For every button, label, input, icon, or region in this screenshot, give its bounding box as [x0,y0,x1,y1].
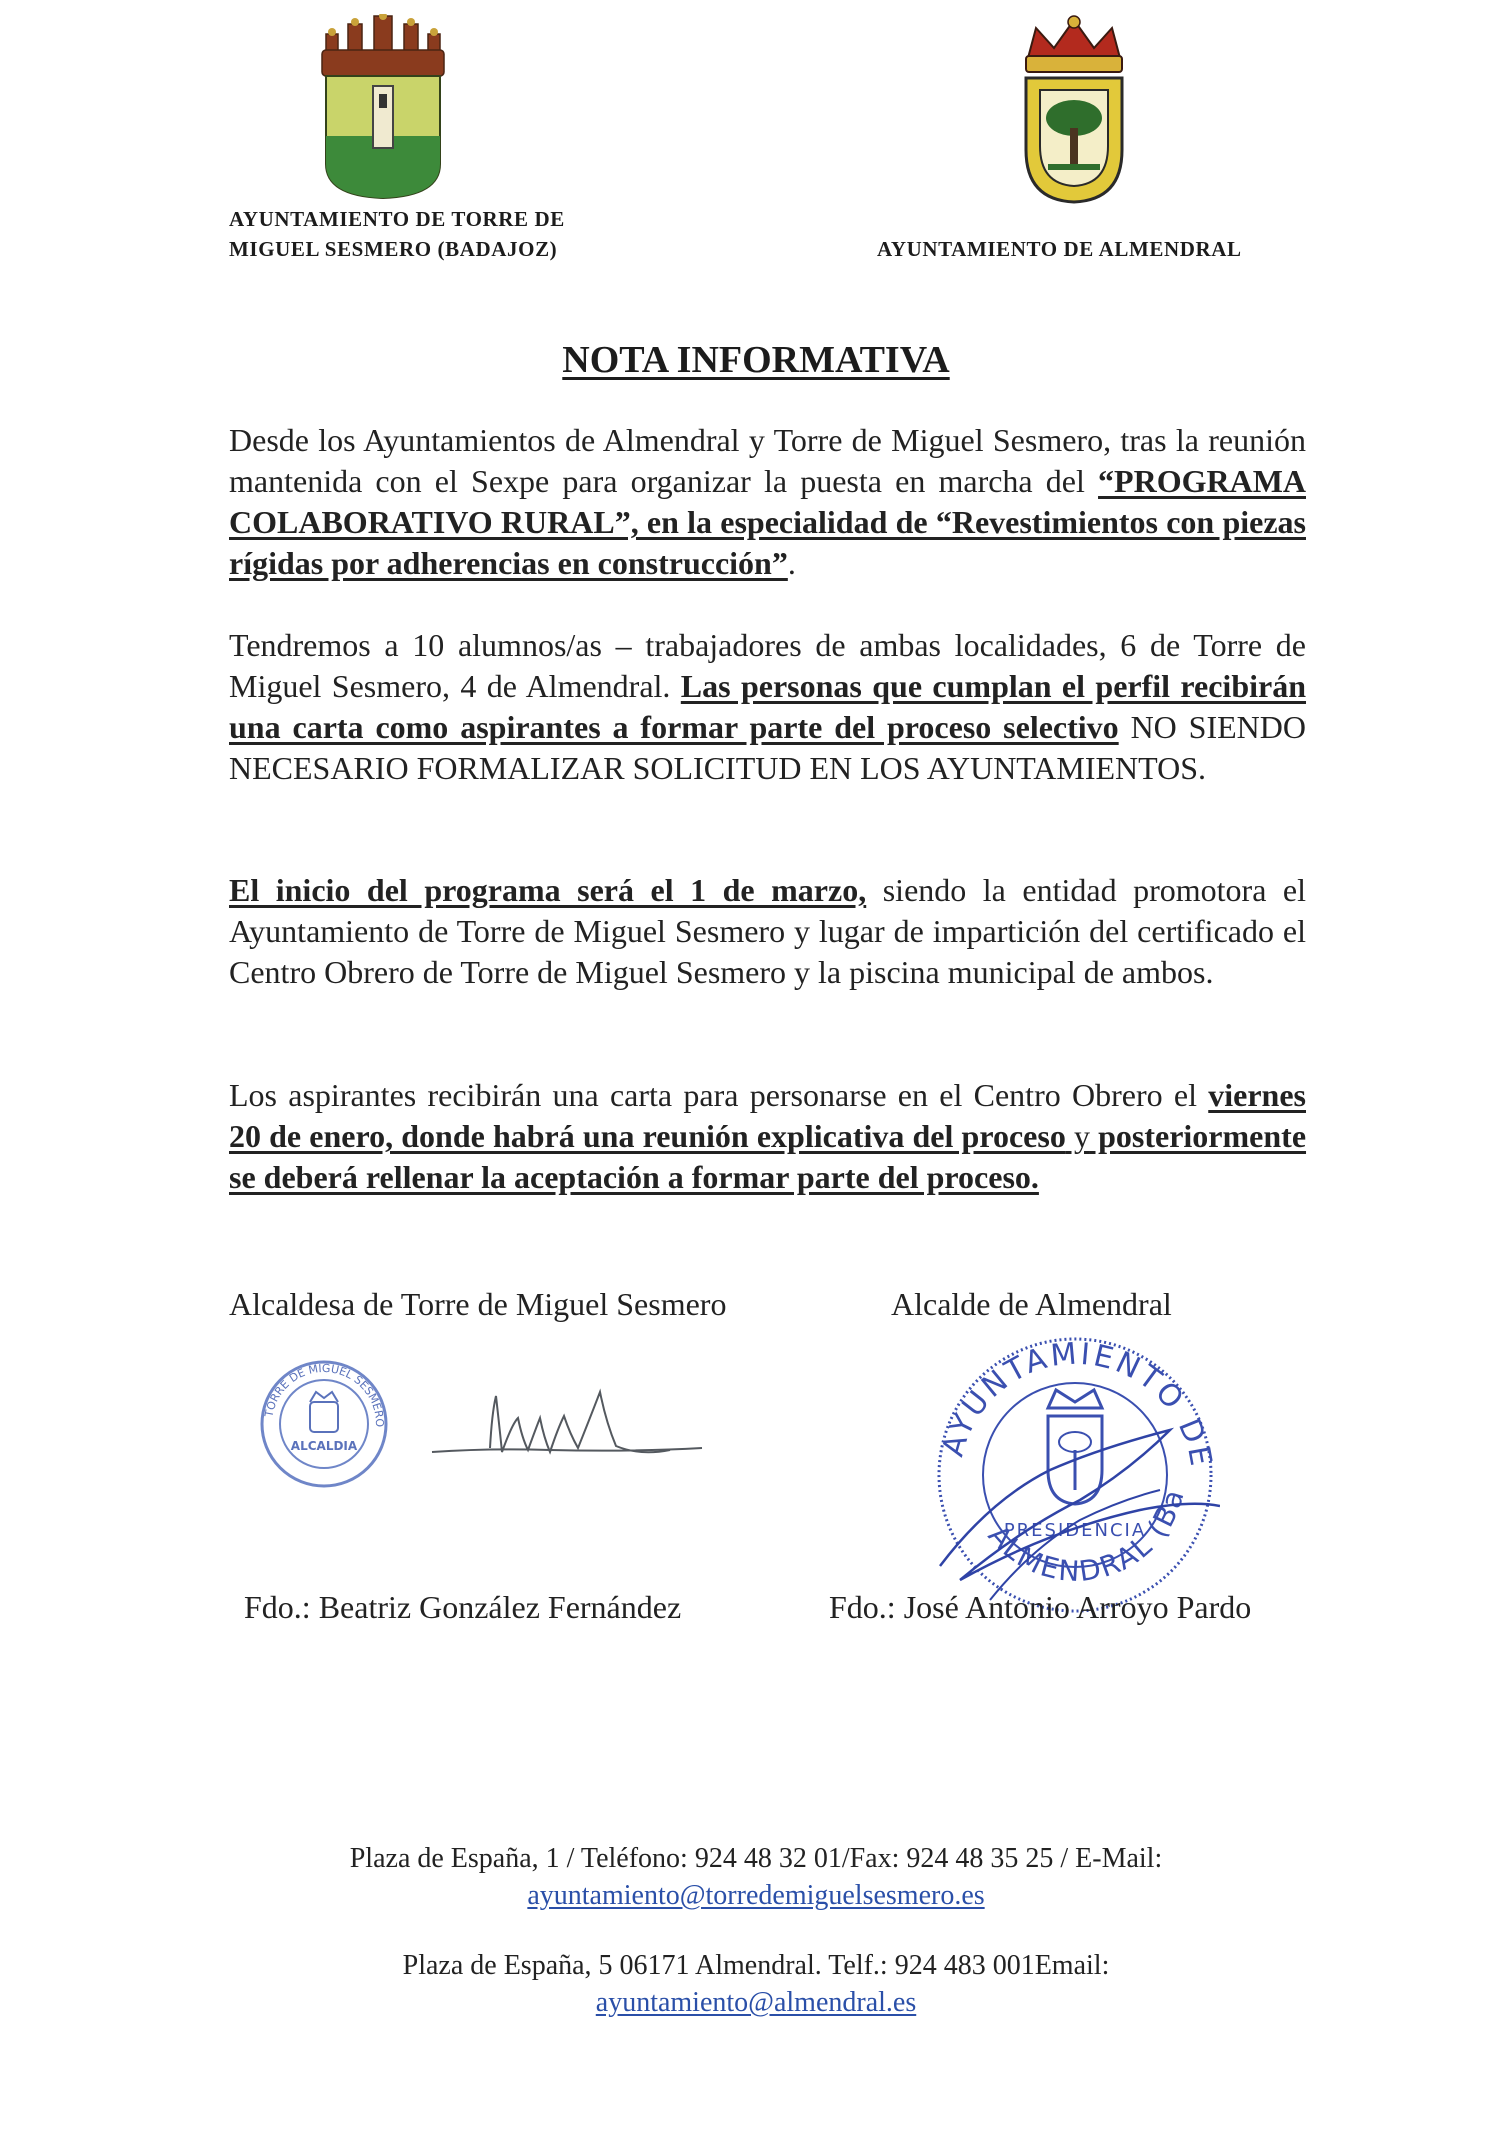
meeting-emphasis: viernes 20 de enero, donde habrá una reunión explicativa del proceso [229,1077,1306,1154]
almendral-official-stamp [930,1330,1220,1620]
paragraph-participants-rest: NO SIENDO NECESARIO FORMALIZAR SOLICITUD EN LOS AYUNTAMIENTOS. [229,709,1307,786]
paragraph-program-intro: Desde los Ayuntamientos de Almendral y Torre de Miguel Sesmero, tras la reunión mantenida con el Sexpe para organizar la puesta en marcha del [229,422,1306,499]
svg-text:PRESIDENCIA: PRESIDENCIA [1003,1520,1147,1541]
footer-almendral-contact [0,1947,1512,2021]
footer-torre-contact [0,1840,1512,1914]
left-signatory-name: Fdo.: Beatriz González Fernández [244,1589,682,1625]
document-title: NOTA INFORMATIVA [562,339,950,381]
program-name-emphasis: “PROGRAMA COLABORATIVO RURAL”, en la especialidad de “Revestimientos con piezas rígidas por adherencias en construcción” [229,463,1306,581]
svg-text:ALCALDIA: ALCALDIA [290,1439,358,1453]
footer-almendral-email-link[interactable]: ayuntamiento@almendral.es [595,1987,917,2018]
right-signatory-role: Alcalde de Almendral [891,1286,1172,1322]
start-date-emphasis: El inicio del programa será el 1 de marzo, [229,872,867,908]
right-signatory-name: Fdo.: José Antonio Arroyo Pardo [829,1589,1252,1625]
footer-almendral-address: Plaza de España, 5 06171 Almendral. Telf.: 924 483 001Email: [402,1950,1110,1981]
torre-official-stamp [258,1358,390,1490]
paragraph-meeting [229,1075,1306,1198]
svg-text:AYUNTAMIENTO DE: AYUNTAMIENTO DE [935,1336,1219,1472]
svg-text:ALMENDRAL (Badajoz): ALMENDRAL (Ba [981,1484,1192,1589]
left-organization-name [229,204,565,264]
meeting-connector: y [1065,1118,1090,1154]
paragraph-program [229,420,1306,584]
left-handwritten-signature [430,1372,710,1482]
paragraph-program-end: . [787,545,796,581]
footer-torre-address: Plaza de España, 1 / Teléfono: 924 48 32 01/Fax: 924 48 35 25 / E-Mail: [349,1843,1163,1874]
paragraph-start-date [229,870,1306,993]
left-organization-line2: MIGUEL SESMERO (BADAJOZ) [229,237,558,261]
left-signatory-role: Alcaldesa de Torre de Miguel Sesmero [229,1286,727,1322]
paragraph-participants-intro: Tendremos a 10 alumnos/as – trabajadores de ambas localidades, 6 de Torre de Miguel Sesmero, 4 de Almendral. [229,627,1306,704]
paragraph-participants [229,625,1306,789]
profile-emphasis: Las personas que cumplan el perfil recibirán una carta como aspirantes a formar parte del proceso selectivo [229,668,1307,745]
left-organization-line1: AYUNTAMIENTO DE TORRE DE [229,207,565,231]
acceptance-emphasis: posteriormente se deberá rellenar la aceptación a formar parte del proceso. [229,1118,1307,1195]
svg-text:TORRE DE MIGUEL SESMERO: TORRE DE MIGUEL SESMERO [262,1361,387,1428]
torre-coat-of-arms [318,14,448,200]
paragraph-meeting-intro: Los aspirantes recibirán una carta para personarse en el Centro Obrero el [229,1077,1209,1113]
paragraph-start-date-rest: siendo la entidad promotora el Ayuntamiento de Torre de Miguel Sesmero y lugar de impartición del certificado el Centro Obrero de Torre de Miguel Sesmero y la piscina municipal de ambos. [229,872,1307,990]
almendral-coat-of-arms [1018,14,1130,204]
right-organization-name: AYUNTAMIENTO DE ALMENDRAL [877,237,1242,261]
footer-torre-email-link[interactable]: ayuntamiento@torredemiguelsesmero.es [527,1880,985,1911]
